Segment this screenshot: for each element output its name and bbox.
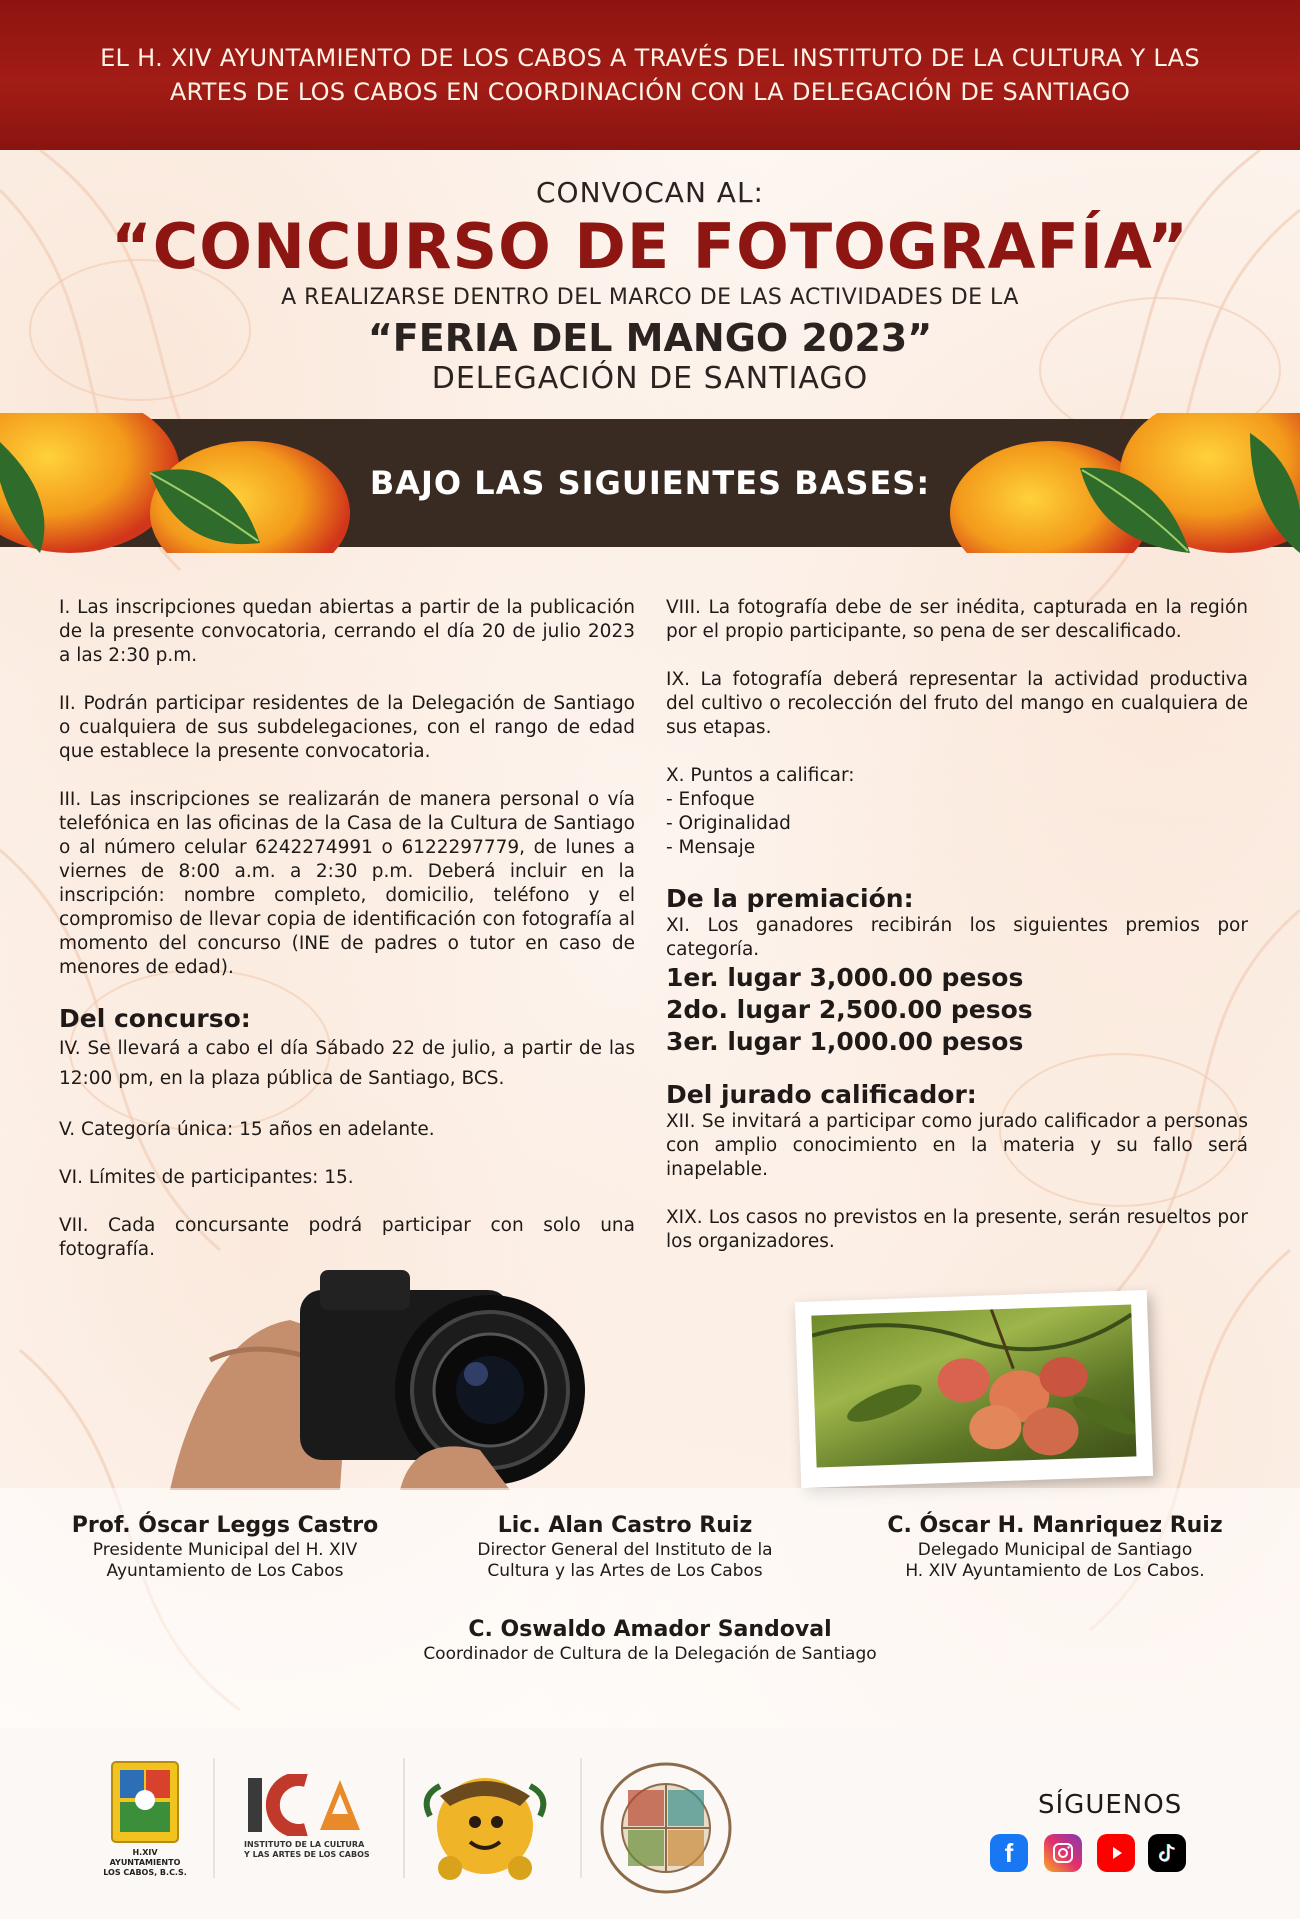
- signatory-role: Director General del Instituto de la: [477, 1540, 773, 1560]
- premiacion-section-title: De la premiación:: [666, 884, 914, 913]
- signature-block: [440, 1512, 810, 1582]
- mango-fruit-image: [811, 1304, 1136, 1467]
- base-12: XII. Se invitará a participar como jurado calificador a personas con amplio conocimiento en la materia y su fallo será inapelable.: [666, 1111, 1248, 1180]
- base-4: IV. Se llevará a cabo el día Sábado 22 de julio, a partir de las 12:00 pm, en la plaza pública de Santiago, BCS.: [59, 1038, 635, 1089]
- context-subtitle: A REALIZARSE DENTRO DEL MARCO DE LAS ACTIVIDADES DE LA: [281, 285, 1019, 310]
- ayuntamiento-caption: H.XIV AYUNTAMIENTO LOS CABOS, B.C.S.: [103, 1848, 187, 1877]
- base-13: XIX. Los casos no previstos en la presente, serán resueltos por los organizadores.: [666, 1207, 1248, 1252]
- title-block: [0, 176, 1300, 398]
- signatory-role: Ayuntamiento de Los Cabos: [106, 1561, 344, 1581]
- contest-title: “CONCURSO DE FOTOGRAFÍA”: [111, 210, 1189, 283]
- divider: [213, 1758, 215, 1878]
- mango-tree-photo: [795, 1290, 1153, 1488]
- base-2: II. Podrán participar residentes de la Delegación de Santiago o cualquiera de sus subdelegaciones, con el rango de edad que establece la presente convocatoria.: [59, 693, 635, 762]
- signatory-name: C. Oswaldo Amador Sandoval: [468, 1617, 832, 1642]
- criteria-item: - Originalidad: [666, 813, 791, 834]
- criteria-heading: X. Puntos a calificar:: [666, 765, 855, 786]
- facebook-icon[interactable]: f: [990, 1834, 1028, 1872]
- signatory-role: H. XIV Ayuntamiento de Los Cabos.: [905, 1561, 1205, 1581]
- base-5: V. Categoría única: 15 años en adelante.: [59, 1119, 435, 1140]
- follow-us-label: SÍGUENOS: [1038, 1790, 1183, 1820]
- criteria-item: - Mensaje: [666, 837, 756, 858]
- criteria-item: - Enfoque: [666, 789, 755, 810]
- ica-logo-mark: [244, 1774, 366, 1836]
- signatory-role: Coordinador de Cultura de la Delegación de Santiago: [423, 1644, 877, 1664]
- base-7: VII. Cada concursante podrá participar con solo una fotografía.: [59, 1215, 635, 1260]
- right-column: [666, 596, 1248, 1278]
- base-11: XI. Los ganadores recibirán los siguientes premios por categoría.: [666, 915, 1248, 960]
- mango-mascot-icon: [420, 1756, 550, 1886]
- ica-caption-2: Y LAS ARTES DE LOS CABOS: [244, 1850, 370, 1859]
- convocan-heading: CONVOCAN AL:: [536, 176, 764, 209]
- base-10: [666, 764, 1248, 860]
- feria-mango-logo: [420, 1756, 550, 1886]
- signatory-name: Prof. Óscar Leggs Castro: [71, 1513, 379, 1538]
- bases-title: BAJO LAS SIGUIENTES BASES:: [369, 464, 931, 502]
- signatory-role: Presidente Municipal del H. XIV: [92, 1540, 358, 1560]
- ayuntamiento-logo: [100, 1760, 190, 1878]
- divider: [403, 1758, 405, 1878]
- footer: [0, 1728, 1300, 1919]
- youtube-icon[interactable]: [1097, 1834, 1135, 1872]
- divider: [580, 1758, 582, 1878]
- signatory-name: C. Óscar H. Manriquez Ruiz: [887, 1513, 1223, 1538]
- base-9: IX. La fotografía deberá representar la actividad productiva del cultivo o recolección del fruto del mango en cualquiera de sus etapas.: [666, 669, 1248, 738]
- base-3: III. Las inscripciones se realizarán de manera personal o vía telefónica en las oficinas de la Casa de la Cultura de Santiago o al número celular 6242274991 o 6122297779, de lunes a viernes de 8:00 a.m. a 2:30 p.m. Deberá incluir en la inscripción: nombre completo, domicilio, teléfono y el compromiso de llevar copia de identificación con fotografía al momento del concurso (INE de padres o tutor en caso de menores de edad).: [59, 789, 635, 978]
- signature-block: [40, 1512, 410, 1582]
- left-column: [59, 596, 635, 1286]
- ica-logo: [244, 1774, 374, 1860]
- municipal-seal-icon: [596, 1758, 736, 1898]
- signature-block: [855, 1512, 1255, 1582]
- concurso-section-title: Del concurso:: [59, 1004, 251, 1033]
- signatory-role: Cultura y las Artes de Los Cabos: [487, 1561, 763, 1581]
- camera-image: [150, 1250, 630, 1490]
- delegation-title: DELEGACIÓN DE SANTIAGO: [431, 361, 869, 396]
- signatures-area: [0, 1488, 1300, 1728]
- base-6: VI. Límites de participantes: 15.: [59, 1167, 354, 1188]
- signature-block: [300, 1616, 1000, 1665]
- jurado-section-title: Del jurado calificador:: [666, 1080, 977, 1109]
- base-1: I. Las inscripciones quedan abiertas a partir de la publicación de la presente convocatoria, cerrando el día 20 de julio 2023 a las 2:30 p.m.: [59, 597, 635, 666]
- bases-band: [0, 413, 1300, 553]
- organizers-text: EL H. XIV AYUNTAMIENTO DE LOS CABOS A TRAVÉS DEL INSTITUTO DE LA CULTURA Y LAS ARTES DE LOS CABOS EN COORDINACIÓN CON LA DELEGACIÓN DE SANTIAGO: [100, 44, 1200, 106]
- signatory-name: Lic. Alan Castro Ruiz: [497, 1513, 753, 1538]
- instagram-icon[interactable]: [1044, 1834, 1082, 1872]
- ayuntamiento-seal-logo: [596, 1758, 736, 1898]
- base-8: VIII. La fotografía debe de ser inédita, capturada en la región por el propio participante, so pena de ser descalificado.: [666, 597, 1248, 642]
- prize-first: 1er. lugar 3,000.00 pesos: [666, 963, 1024, 992]
- prize-third: 3er. lugar 1,000.00 pesos: [666, 1027, 1024, 1056]
- header-banner: [0, 0, 1300, 150]
- event-title: “FERIA DEL MANGO 2023”: [367, 316, 933, 360]
- signatory-role: Delegado Municipal de Santiago: [917, 1540, 1193, 1560]
- tiktok-icon[interactable]: [1148, 1834, 1186, 1872]
- municipal-shield-icon: [110, 1760, 180, 1844]
- ica-caption-1: INSTITUTO DE LA CULTURA: [244, 1840, 365, 1849]
- prize-second: 2do. lugar 2,500.00 pesos: [666, 995, 1033, 1024]
